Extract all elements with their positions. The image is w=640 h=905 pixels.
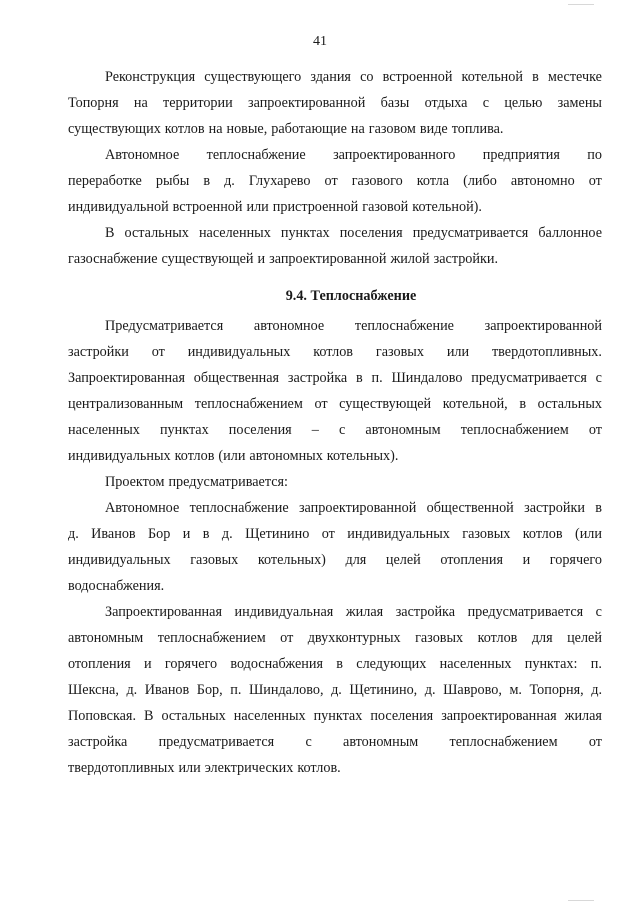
- text-line: застройка предусматривается с автономным теплоснабжением от: [68, 734, 602, 750]
- text-line: Топорня на территории запроектированной базы отдыха с целью замены: [68, 95, 602, 111]
- paragraph: [68, 469, 602, 495]
- scan-edge-mark-top: [568, 4, 594, 5]
- text-line: Запроектированная индивидуальная жилая застройка предусматривается с: [105, 604, 602, 620]
- paragraph: [68, 495, 602, 599]
- text-line: водоснабжения.: [68, 578, 165, 594]
- text-line: Проектом предусматривается:: [105, 474, 288, 490]
- paragraph: [68, 142, 602, 220]
- text-line: Автономное теплоснабжение запроектированной общественной застройки в: [105, 500, 602, 516]
- document-body: [68, 64, 602, 781]
- text-line: В остальных населенных пунктах поселения предусматривается баллонное: [105, 225, 602, 241]
- paragraphs-after-heading: [68, 313, 602, 781]
- text-line: Шексна, д. Иванов Бор, п. Шиндалово, д. Щетинино, д. Шаврово, м. Топорня, д.: [68, 682, 602, 698]
- text-line: централизованным теплоснабжением от существующей котельной, в остальных: [68, 396, 602, 412]
- text-line: переработке рыбы в д. Глухарево от газового котла (либо автономно от: [68, 173, 602, 189]
- paragraph: [68, 599, 602, 781]
- text-line: отопления и горячего водоснабжения в следующих населенных пунктах: п.: [68, 656, 602, 672]
- text-line: газоснабжение существующей и запроектированной жилой застройки.: [68, 251, 499, 267]
- paragraph: [68, 220, 602, 272]
- section-heading: 9.4. Теплоснабжение: [285, 288, 417, 304]
- paragraph: [68, 64, 602, 142]
- text-line: индивидуальных котлов (или автономных котельных).: [68, 448, 399, 464]
- text-line: индивидуальной встроенной или пристроенной газовой котельной).: [68, 199, 482, 215]
- scan-edge-mark-bottom: [568, 900, 594, 901]
- text-line: д. Иванов Бор и в д. Щетинино от индивидуальных газовых котлов (или: [68, 526, 602, 542]
- text-line: застройки от индивидуальных котлов газовых или твердотопливных.: [68, 344, 602, 360]
- page-number: 41: [313, 34, 327, 49]
- text-line: твердотопливных или электрических котлов.: [68, 760, 341, 776]
- text-line: индивидуальных газовых котельных) для целей отопления и горячего: [68, 552, 602, 568]
- text-line: населенных пунктах поселения – с автономным теплоснабжением от: [68, 422, 602, 438]
- text-line: Поповская. В остальных населенных пунктах поселения запроектированная жилая: [68, 708, 602, 724]
- text-line: существующих котлов на новые, работающие на газовом виде топлива.: [68, 121, 504, 137]
- text-line: Автономное теплоснабжение запроектированного предприятия по: [105, 147, 602, 163]
- text-line: Предусматривается автономное теплоснабжение запроектированной: [105, 318, 602, 334]
- text-line: автономным теплоснабжением от двухконтурных газовых котлов для целей: [68, 630, 602, 646]
- paragraphs-before-heading: [68, 64, 602, 272]
- text-line: Запроектированная общественная застройка в п. Шиндалово предусматривается с: [68, 370, 602, 386]
- paragraph: [68, 313, 602, 469]
- text-line: Реконструкция существующего здания со встроенной котельной в местечке: [105, 69, 602, 85]
